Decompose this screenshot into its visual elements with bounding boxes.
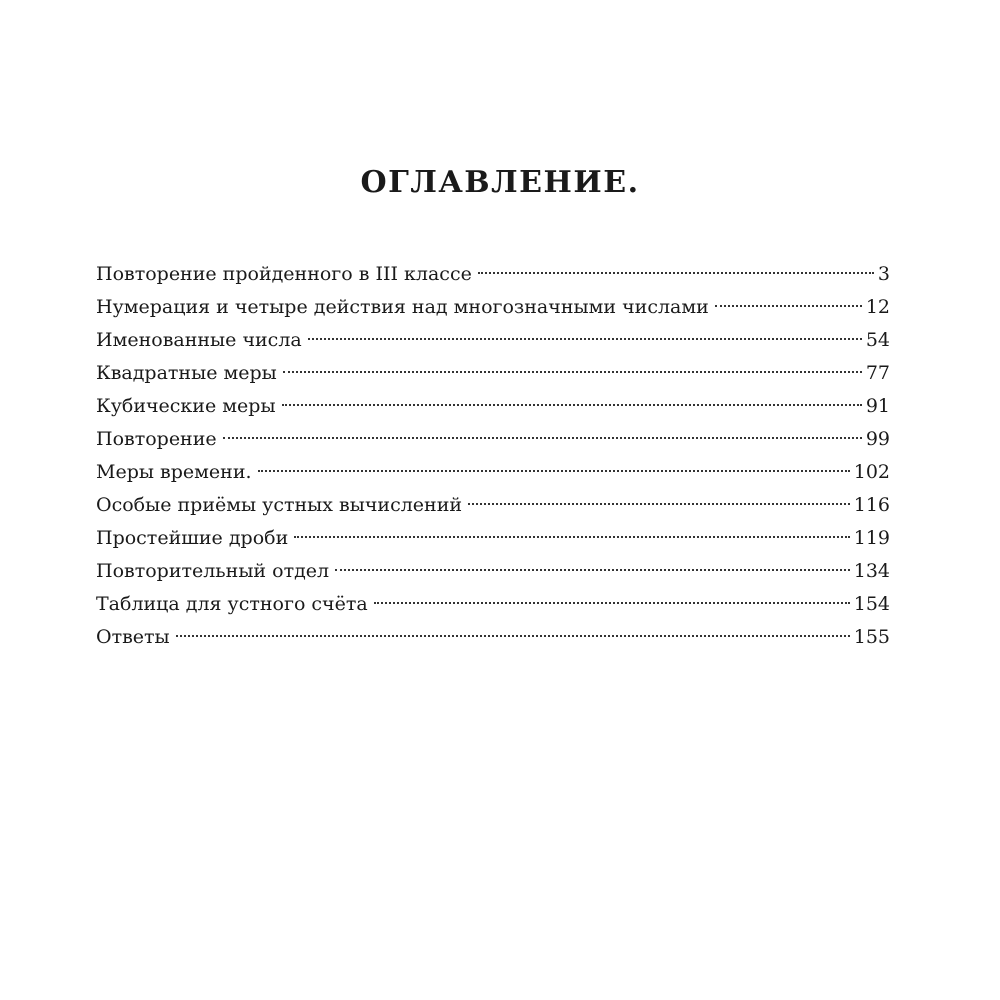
toc-entry [96, 456, 890, 489]
dot-leader [176, 635, 850, 637]
toc-entry-title: Повторение пройденного в III классе [96, 263, 472, 285]
toc-entry [96, 522, 890, 555]
dot-leader [715, 305, 862, 307]
toc-entry [96, 555, 890, 588]
toc-entry-title: Повторение [96, 428, 217, 450]
toc-entry-title: Таблица для устного счёта [96, 593, 368, 615]
dot-leader [468, 503, 850, 505]
toc-entry [96, 588, 890, 621]
toc-entry-title: Ответы [96, 626, 170, 648]
toc-entry-title: Повторительный отдел [96, 560, 330, 582]
toc-entry-page: 54 [865, 329, 890, 351]
toc-entry-page: 99 [865, 428, 890, 450]
toc-entry [96, 390, 890, 423]
toc-entry-page: 102 [853, 461, 890, 483]
toc-entry-title: Меры времени. [96, 461, 252, 483]
dot-leader [258, 470, 850, 472]
toc-entry-page: 77 [865, 362, 890, 384]
dot-leader [282, 404, 862, 406]
toc-entry-page: 134 [853, 560, 890, 582]
toc-entry-page: 155 [853, 626, 890, 648]
toc-entry-page: 91 [865, 395, 890, 417]
toc-entry-page: 154 [853, 593, 890, 615]
toc-entry-title: Кубические меры [96, 395, 276, 417]
table-of-contents [96, 258, 890, 654]
toc-entry-page: 12 [865, 296, 890, 318]
dot-leader [283, 371, 862, 373]
toc-entry [96, 258, 890, 291]
toc-entry [96, 621, 890, 654]
dot-leader [374, 602, 850, 604]
toc-entry [96, 423, 890, 456]
dot-leader [223, 437, 862, 439]
toc-entry [96, 324, 890, 357]
toc-entry-title: Нумерация и четыре действия над многозначными числами [96, 296, 709, 318]
page-title: ОГЛАВЛЕНИЕ. [360, 165, 640, 200]
toc-entry-title: Простейшие дроби [96, 527, 289, 549]
toc-entry [96, 291, 890, 324]
dot-leader [335, 569, 850, 571]
dot-leader [308, 338, 862, 340]
toc-entry-page: 119 [853, 527, 890, 549]
toc-entry-page: 116 [853, 494, 890, 516]
toc-entry [96, 357, 890, 390]
toc-entry-page: 3 [877, 263, 890, 285]
toc-entry-title: Квадратные меры [96, 362, 277, 384]
toc-entry [96, 489, 890, 522]
toc-entry-title: Особые приёмы устных вычислений [96, 494, 463, 516]
toc-entry-title: Именованные числа [96, 329, 302, 351]
dot-leader [294, 536, 849, 538]
dot-leader [478, 272, 874, 274]
